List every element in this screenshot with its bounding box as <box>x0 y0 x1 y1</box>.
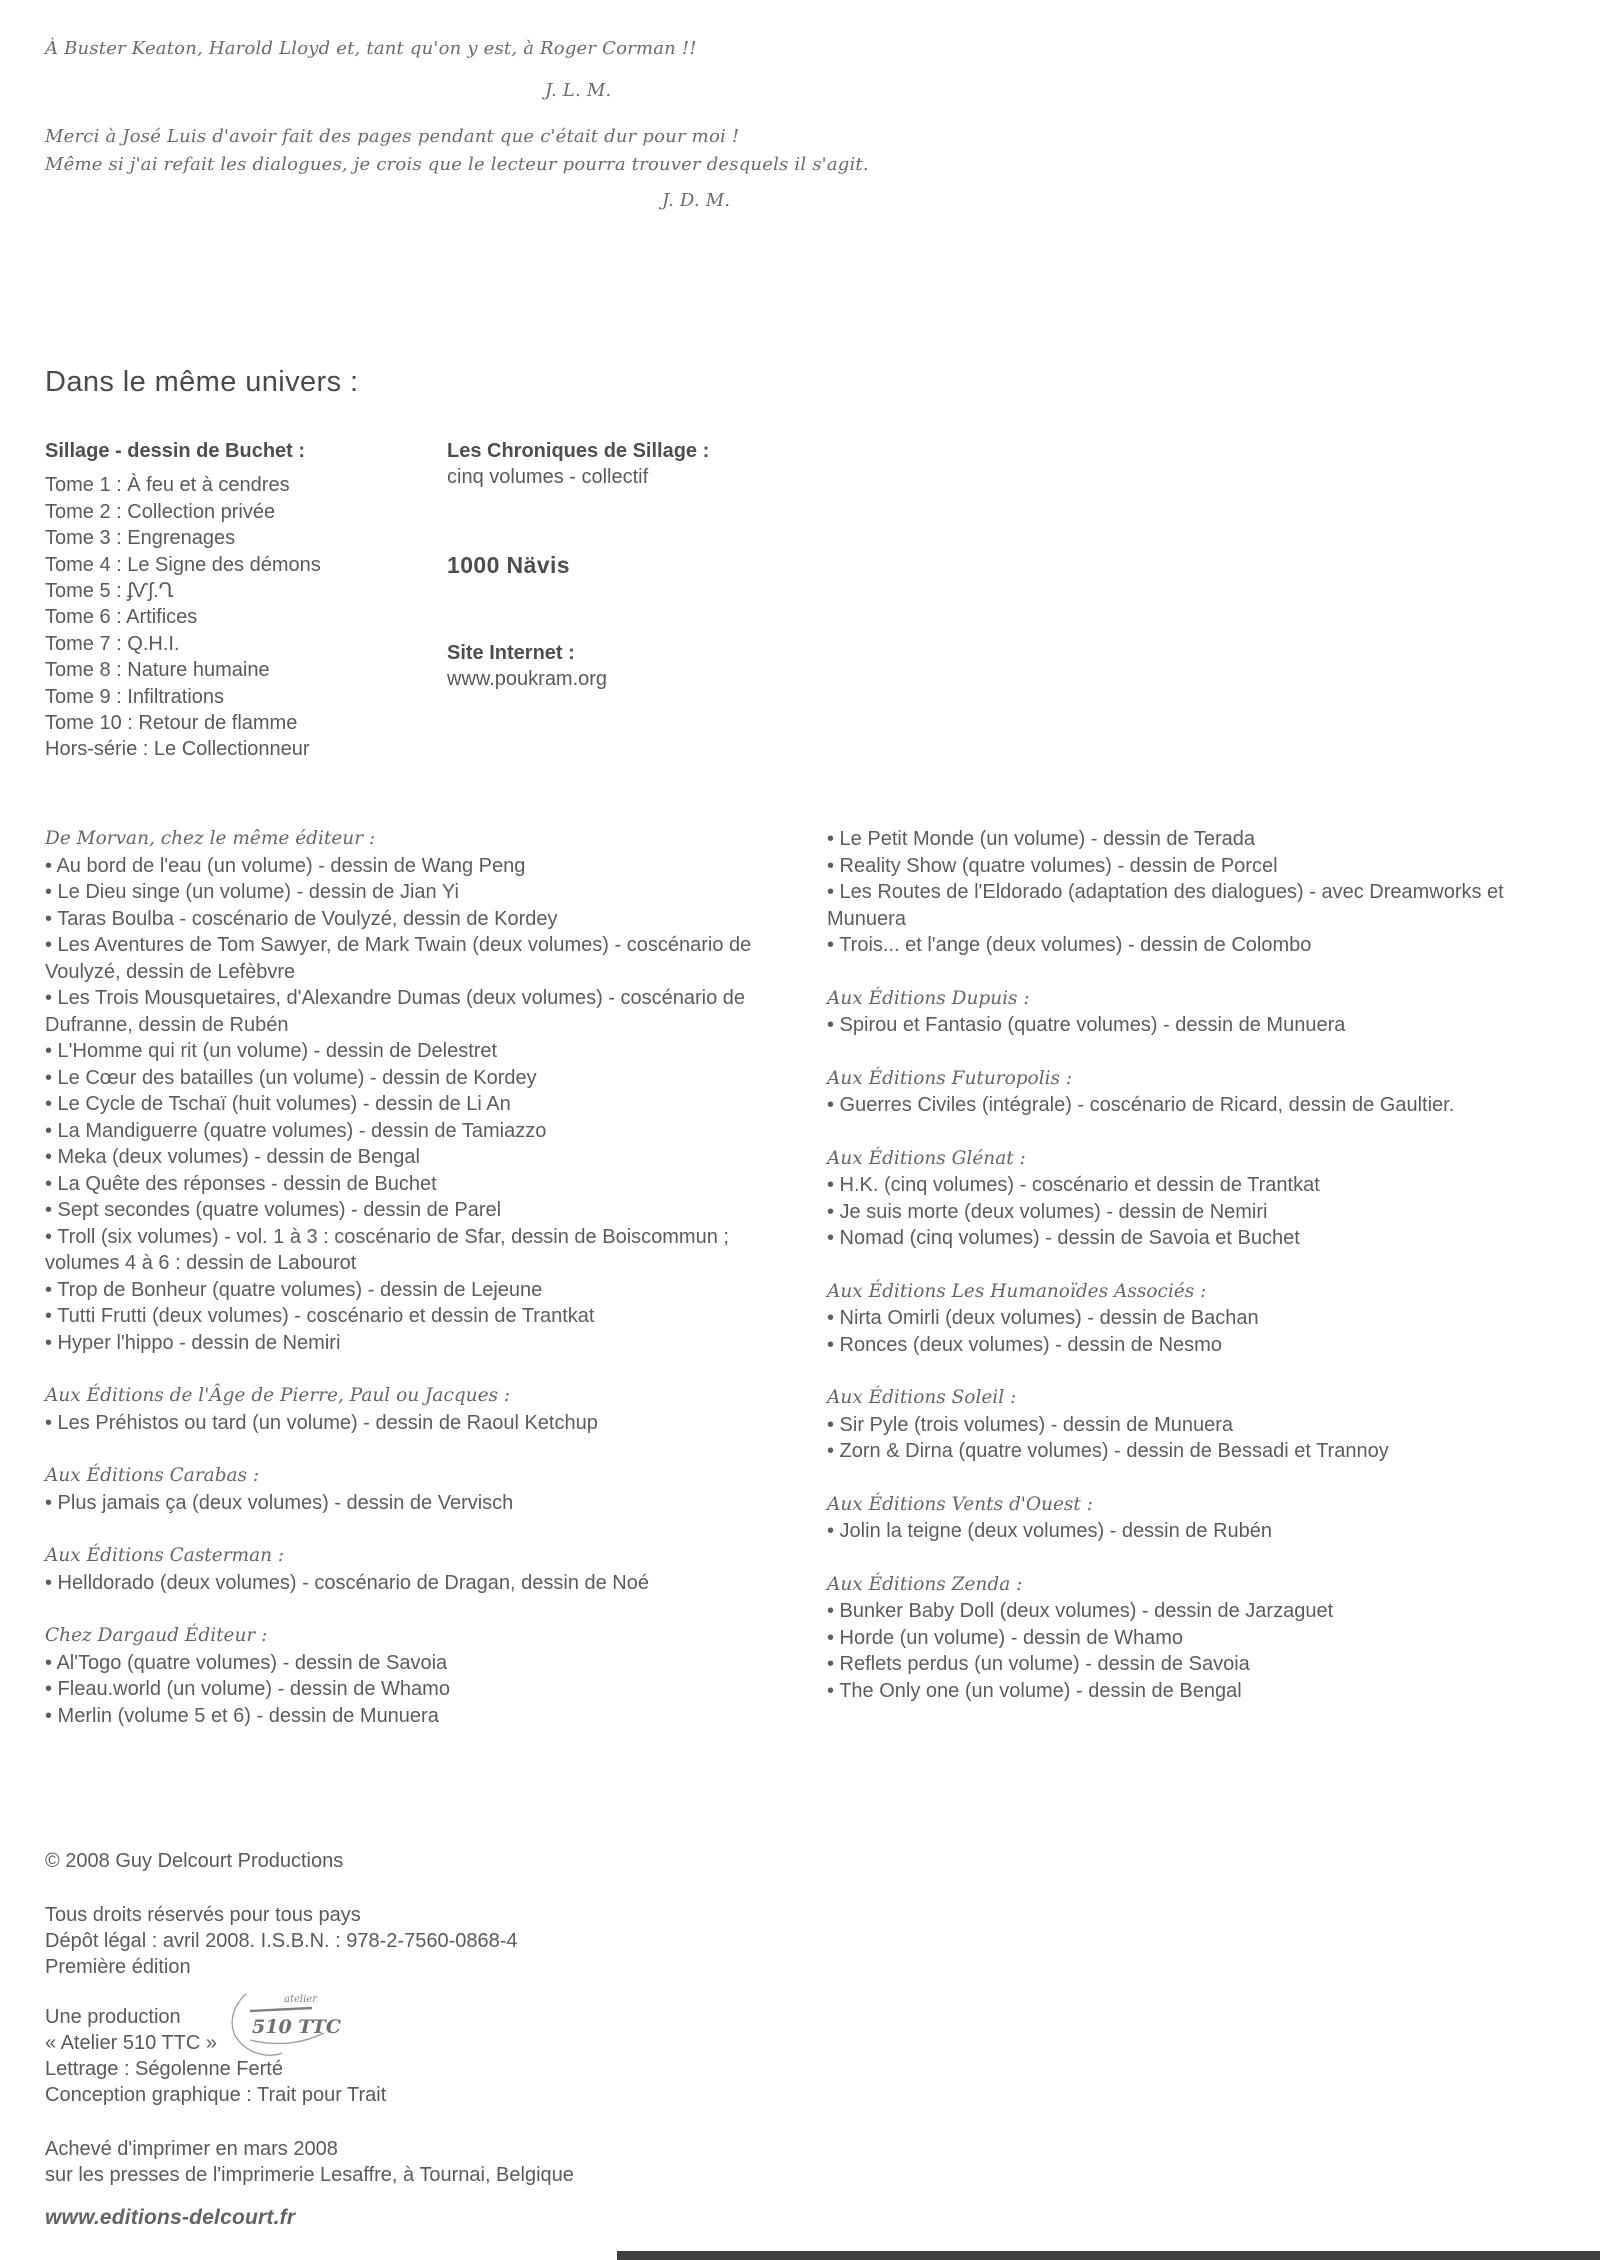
site-internet-url: www.poukram.org <box>447 668 608 691</box>
bibliography-item: • Sept secondes (quatre volumes) - dessin de Parel <box>45 1199 502 1221</box>
bibliography-item: • Les Aventures de Tom Sawyer, de Mark Twain (deux volumes) - coscénario de Voulyzé, dessin de Lefèbvre <box>45 934 752 983</box>
bibliography-item: • Le Cœur des batailles (un volume) - dessin de Kordey <box>45 1066 537 1089</box>
bibliography-item: • H.K. (cinq volumes) - coscénario et dessin de Trantkat <box>827 1174 1320 1196</box>
publisher-heading: Aux Éditions Vents d'Ouest : <box>827 1493 1093 1515</box>
bibliography-item: • Fleau.world (un volume) - dessin de Whamo <box>45 1678 450 1700</box>
dedication-line-2: Merci à José Luis d'avoir fait des pages pendant que c'était dur pour moi ! <box>45 126 740 147</box>
bibliography-item: • Bunker Baby Doll (deux volumes) - dessin de Jarzaguet <box>827 1600 1334 1622</box>
section-heading-universe: Dans le même univers : <box>45 366 359 398</box>
bibliography-item: • La Mandiguerre (quatre volumes) - dessin de Tamiazzo <box>45 1119 547 1142</box>
chroniques-subtitle: cinq volumes - collectif <box>447 466 649 489</box>
dedication-signature-jdm: J. D. M. <box>662 190 731 211</box>
print-date-line: Achevé d'imprimer en mars 2008 <box>45 2138 338 2160</box>
bibliography-item: • Plus jamais ça (deux volumes) - dessin de Vervisch <box>45 1491 514 1514</box>
bibliography-item: • Ronces (deux volumes) - dessin de Nesmo <box>827 1333 1222 1356</box>
printer-line: sur les presses de l'imprimerie Lesaffre, à Tournai, Belgique <box>45 2164 574 2186</box>
tome-item: Tome 5 : ʄѴʃ.Ղ <box>45 580 174 603</box>
bibliography-item: • Spirou et Fantasio (quatre volumes) - dessin de Munuera <box>827 1014 1346 1036</box>
production-name: « Atelier 510 TTC » <box>45 2032 217 2054</box>
tome-item: Tome 4 : Le Signe des démons <box>45 553 321 576</box>
publisher-heading: Chez Dargaud Éditeur : <box>45 1625 268 1646</box>
bibliography-item: • Hyper l'hippo - dessin de Nemiri <box>45 1331 341 1354</box>
atelier-510-ttc-logo <box>220 1988 346 2060</box>
bibliography-item: • Sir Pyle (trois volumes) - dessin de Munuera <box>827 1413 1234 1436</box>
publisher-heading: Aux Éditions Carabas : <box>45 1465 260 1486</box>
bibliography-item: • Guerres Civiles (intégrale) - coscénario de Ricard, dessin de Gaultier. <box>827 1094 1455 1116</box>
bibliography-item: • Je suis morte (deux volumes) - dessin de Nemiri <box>827 1200 1268 1223</box>
publisher-heading: Aux Éditions Futuropolis : <box>827 1067 1073 1089</box>
sillage-title: Sillage - dessin de Buchet : <box>45 440 306 462</box>
bibliography-item: • Au bord de l'eau (un volume) - dessin de Wang Peng <box>45 854 526 877</box>
dedication-signature-jlm: J. L. M. <box>545 80 612 101</box>
tome-item: Tome 9 : Infiltrations <box>45 685 224 708</box>
bibliography-item: • Nirta Omirli (deux volumes) - dessin de Bachan <box>827 1307 1259 1329</box>
rights-block <box>45 1902 518 1980</box>
bibliography-item: • Troll (six volumes) - vol. 1 à 3 : coscénario de Sfar, dessin de Boiscommun ; volumes 4 à 6 : dessin de Labourot <box>45 1225 729 1274</box>
scan-edge-artifact <box>617 2251 1600 2260</box>
bibliography-item: • Le Dieu singe (un volume) - dessin de Jian Yi <box>45 881 459 903</box>
tome-item: Hors-série : Le Collectionneur <box>45 738 310 761</box>
logo-510ttc-text: 510 TTC <box>252 2016 341 2038</box>
chroniques-block <box>447 438 847 491</box>
bibliography-item: • L'Homme qui rit (un volume) - dessin de Delestret <box>45 1040 498 1062</box>
logo-atelier-text: atelier <box>284 1994 317 2005</box>
dedication-line-1: À Buster Keaton, Harold Lloyd et, tant qu'on y est, à Roger Corman !! <box>45 38 697 59</box>
tome-item: Tome 10 : Retour de flamme <box>45 712 298 735</box>
bibliography-item: • Les Préhistos ou tard (un volume) - dessin de Raoul Ketchup <box>45 1411 598 1434</box>
bibliography-item: • Horde (un volume) - dessin de Whamo <box>827 1626 1184 1649</box>
publisher-heading: Aux Éditions Glénat : <box>827 1147 1026 1169</box>
tome-item: Tome 2 : Collection privée <box>45 500 276 523</box>
bibliography-item: • Le Petit Monde (un volume) - dessin de Terada <box>827 828 1255 850</box>
bibliography-item: • Les Trois Mousquetaires, d'Alexandre Dumas (deux volumes) - coscénario de Dufranne, dessin de Rubén <box>45 987 746 1036</box>
bibliography-right-column <box>827 826 1553 1704</box>
site-internet-label: Site Internet : <box>447 642 575 664</box>
legal-deposit-line: Dépôt légal : avril 2008. I.S.B.N. : 978-2-7560-0868-4 <box>45 1930 518 1952</box>
publisher-website: www.editions-delcourt.fr <box>45 2206 296 2229</box>
publisher-heading: Aux Éditions Les Humanoïdes Associés : <box>827 1280 1207 1302</box>
bibliography-item: • Reality Show (quatre volumes) - dessin de Porcel <box>827 854 1278 877</box>
chroniques-title: Les Chroniques de Sillage : <box>447 440 710 462</box>
bibliography-item: • Le Cycle de Tschaï (huit volumes) - dessin de Li An <box>45 1093 511 1115</box>
navis-title: 1000 Nävis <box>447 552 570 578</box>
bibliography-item: • Taras Boulba - coscénario de Voulyzé, dessin de Kordey <box>45 907 558 930</box>
tome-item: Tome 1 : À feu et à cendres <box>45 474 290 497</box>
graphic-design-credit: Conception graphique : Trait pour Trait <box>45 2084 387 2106</box>
lettering-credit: Lettrage : Ségolenne Ferté <box>45 2058 283 2080</box>
tome-item: Tome 7 : Q.H.I. <box>45 632 180 655</box>
publisher-heading: Aux Éditions Zenda : <box>827 1573 1023 1595</box>
bibliography-item: • Trop de Bonheur (quatre volumes) - dessin de Lejeune <box>45 1278 543 1301</box>
bibliography-item: • Tutti Frutti (deux volumes) - coscénario et dessin de Trantkat <box>45 1305 595 1327</box>
printing-block <box>45 2136 574 2188</box>
site-internet-block <box>447 640 847 693</box>
sillage-tome-list <box>45 472 435 762</box>
publisher-heading: De Morvan, chez le même éditeur : <box>45 828 376 849</box>
publisher-heading: Aux Éditions de l'Âge de Pierre, Paul ou Jacques : <box>45 1385 511 1406</box>
bibliography-item: • Les Routes de l'Eldorado (adaptation des dialogues) - avec Dreamworks et Munuera <box>827 881 1504 930</box>
bibliography-item: • Jolin la teigne (deux volumes) - dessin de Rubén <box>827 1520 1273 1542</box>
publisher-heading: Aux Éditions Casterman : <box>45 1545 285 1566</box>
copyright-line: © 2008 Guy Delcourt Productions <box>45 1850 344 1872</box>
tome-item: Tome 8 : Nature humaine <box>45 659 270 682</box>
bibliography-item: • Meka (deux volumes) - dessin de Bengal <box>45 1146 420 1168</box>
bibliography-item: • The Only one (un volume) - dessin de Bengal <box>827 1679 1242 1702</box>
bibliography-left-column <box>45 826 777 1729</box>
sillage-block <box>45 438 435 763</box>
publisher-heading: Aux Éditions Dupuis : <box>827 987 1030 1009</box>
bibliography-item: • Merlin (volume 5 et 6) - dessin de Munuera <box>45 1704 439 1727</box>
bibliography-item: • Nomad (cinq volumes) - dessin de Savoia et Buchet <box>827 1227 1300 1249</box>
bibliography-item: • Helldorado (deux volumes) - coscénario de Dragan, dessin de Noé <box>45 1571 649 1594</box>
first-edition-line: Première édition <box>45 1956 191 1978</box>
rights-line: Tous droits réservés pour tous pays <box>45 1904 361 1926</box>
bibliography-item: • Reflets perdus (un volume) - dessin de Savoia <box>827 1653 1250 1675</box>
bibliography-item: • La Quête des réponses - dessin de Buchet <box>45 1172 437 1195</box>
tome-item: Tome 3 : Engrenages <box>45 527 236 550</box>
bibliography-item: • Al'Togo (quatre volumes) - dessin de Savoia <box>45 1651 448 1674</box>
dedication-line-3: Même si j'ai refait les dialogues, je crois que le lecteur pourra trouver desquels il s'agit. <box>45 154 869 175</box>
bibliography-item: • Zorn & Dirna (quatre volumes) - dessin de Bessadi et Trannoy <box>827 1440 1389 1462</box>
tome-item: Tome 6 : Artifices <box>45 606 198 629</box>
publisher-heading: Aux Éditions Soleil : <box>827 1387 1017 1408</box>
production-label: Une production <box>45 2006 181 2028</box>
bibliography-item: • Trois... et l'ange (deux volumes) - dessin de Colombo <box>827 934 1312 956</box>
